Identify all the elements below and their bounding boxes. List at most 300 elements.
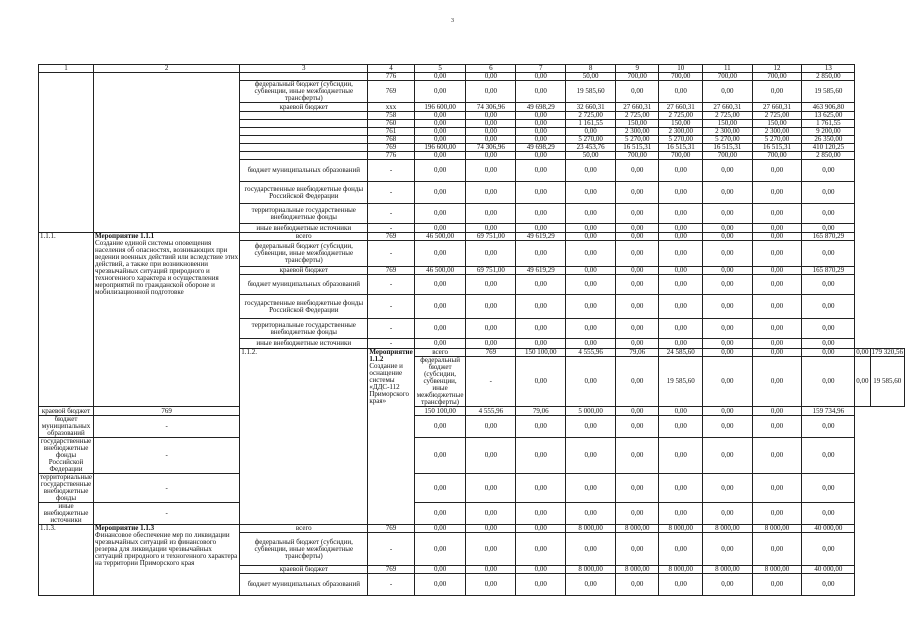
value-cell: 0,00 [752,574,802,596]
value-cell: 0,00 [414,204,466,224]
activity-title: Мероприятие 1.1.2 [369,348,413,363]
value-cell: 0,00 [659,533,702,566]
source-cell: территориальные государственные внебюджетные фонды [40,473,93,502]
value-cell: 0,00 [566,275,616,295]
value-cell: 0,00 [802,241,855,267]
value-cell: 0,00 [516,574,566,596]
value-cell: 16 515,31 [659,144,702,152]
value-cell: 5 270,00 [566,136,616,144]
code-cell: - [466,357,516,407]
value-cell: 196 600,00 [414,144,466,152]
value-cell: 2 725,00 [615,112,658,120]
value-cell: 8 000,00 [566,525,616,533]
source-cell: краевой бюджет [240,267,368,275]
code-cell: 769 [368,525,414,533]
value-cell: 0,00 [566,160,616,182]
source-cell: государственные внебюджетные фонды Российской Федерации [240,182,368,204]
value-cell: 49 619,29 [516,233,566,241]
value-cell: 0,00 [659,267,702,275]
value-cell: 0,00 [566,357,616,407]
value-cell: 150 100,00 [516,349,566,357]
value-cell: 19 585,60 [802,81,855,103]
value-cell: 0,00 [516,224,566,233]
value-cell: 179 320,56 [871,348,903,356]
source-cell: территориальные государственные внебюджетные фонды [240,204,368,224]
value-cell: 0,00 [752,503,802,525]
value-cell: 0,00 [702,339,752,349]
value-cell: 0,00 [659,416,702,438]
value-cell: 0,00 [615,407,658,416]
name-cell [94,73,240,233]
value-cell: 13 625,00 [802,112,855,120]
value-cell: 0,00 [702,407,752,416]
value-cell: 0,00 [702,474,752,503]
value-cell: 50,00 [566,152,616,160]
value-cell: 150,00 [659,120,702,128]
value-cell: 150,00 [702,120,752,128]
number-cell [39,73,94,233]
value-cell: 0,00 [802,438,855,474]
value-cell: 0,00 [516,525,566,533]
value-cell: 0,00 [659,204,702,224]
value-cell: 0,00 [702,416,752,438]
code-cell: xxx [368,103,414,112]
value-cell: 0,00 [702,349,752,357]
code-cell: 769 [94,407,240,416]
value-cell: 0,00 [659,160,702,182]
value-cell: 0,00 [615,241,658,267]
value-cell: 27 660,31 [659,103,702,112]
code-cell: - [368,160,414,182]
value-cell: 0,00 [802,533,855,566]
source-cell: бюджет муниципальных образований [39,416,94,438]
code-cell: - [368,295,414,319]
value-cell: 2 725,00 [659,112,702,120]
value-cell: 0,00 [414,182,466,204]
value-cell: 0,00 [566,241,616,267]
value-cell: 26 350,00 [802,136,855,144]
header-cell: 7 [516,65,566,73]
value-cell: 0,00 [414,160,466,182]
source-cell [240,120,368,128]
value-cell: 0,00 [566,574,616,596]
header-cell: 6 [466,65,516,73]
value-cell: 0,00 [414,574,466,596]
value-cell: 49 698,29 [516,103,566,112]
value-cell: 0,00 [466,533,516,566]
value-cell: 0,00 [752,339,802,349]
value-cell: 0,00 [752,267,802,275]
value-cell: 46 500,00 [414,233,466,241]
value-cell: 0,00 [466,566,516,574]
value-cell: 8 000,00 [752,566,802,574]
value-cell: 0,00 [802,204,855,224]
value-cell: 0,00 [414,152,466,160]
value-cell: 0,00 [466,128,516,136]
header-row [39,65,905,73]
value-cell: 463 906,80 [802,103,855,112]
value-cell: 46 500,00 [414,267,466,275]
value-cell: 2 300,00 [615,128,658,136]
code-cell: 769 [368,233,414,241]
value-cell: 0,00 [659,438,702,474]
value-cell: 27 660,31 [752,103,802,112]
value-cell: 0,00 [466,339,516,349]
value-cell: 165 870,29 [802,233,855,241]
activity-description: Создание единой системы оповещения населения об опасностях, возникающих при ведении военных действий или вследствие этих действий, а также при возникновении чрезвычайных ситуаций природного и техногенного характера и осуществления мероприятий по гражданской обороне и мобилизационной подготовке [95,239,239,296]
header-cell: 11 [702,65,752,73]
source-cell: федеральный бюджет (субсидии, субвенции, иные межбюджетные трансферты) [240,533,368,566]
value-cell: 2 300,00 [752,128,802,136]
code-cell: 776 [368,152,414,160]
value-cell: 700,00 [659,73,702,81]
value-cell: 50,00 [566,73,616,81]
source-cell: краевой бюджет [240,566,368,574]
value-cell: 0,00 [659,295,702,319]
value-cell: 0,00 [702,241,752,267]
value-cell: 0,00 [516,295,566,319]
value-cell: 0,00 [615,81,658,103]
value-cell: 700,00 [752,73,802,81]
value-cell: 0,00 [659,224,702,233]
value-cell: 0,00 [466,224,516,233]
value-cell: 69 751,00 [466,233,516,241]
value-cell: 8 000,00 [615,525,658,533]
value-cell: 159 734,96 [802,407,855,416]
table-row [39,407,905,416]
table-row [39,525,905,533]
value-cell: 165 870,29 [802,267,855,275]
value-cell: 0,00 [615,233,658,241]
header-cell: 5 [414,65,466,73]
value-cell: 196 600,00 [414,103,466,112]
value-cell: 0,00 [516,474,566,503]
value-cell: 0,00 [802,319,855,339]
header-cell: 8 [566,65,616,73]
header-cell: 9 [615,65,658,73]
value-cell: 0,00 [566,295,616,319]
value-cell: 0,00 [702,357,752,407]
value-cell: 0,00 [702,319,752,339]
value-cell: 0,00 [659,503,702,525]
value-cell: 0,00 [566,339,616,349]
value-cell: 0,00 [702,295,752,319]
value-cell: 0,00 [702,267,752,275]
value-cell: 79,06 [516,407,566,416]
value-cell: 0,00 [615,574,658,596]
name-cell [94,233,240,407]
value-cell: 8 000,00 [615,566,658,574]
value-cell: 700,00 [702,73,752,81]
value-cell: 0,00 [516,503,566,525]
source-cell: иные внебюджетные источники [240,339,368,349]
value-cell: 0,00 [702,160,752,182]
value-cell: 150 100,00 [414,407,466,416]
value-cell: 16 515,31 [752,144,802,152]
value-cell: 0,00 [414,525,466,533]
value-cell: 9 200,00 [802,128,855,136]
value-cell: 19 585,60 [659,357,702,407]
value-cell: 27 660,31 [702,103,752,112]
header-cell: 3 [240,65,368,73]
value-cell: 700,00 [752,152,802,160]
code-cell: - [368,339,414,349]
code-cell: 769 [368,144,414,152]
value-cell: 0,00 [466,275,516,295]
value-cell: 0,00 [466,319,516,339]
code-cell: - [94,474,240,503]
value-cell: 0,00 [615,533,658,566]
value-cell: 0,00 [702,533,752,566]
value-cell: 0,00 [516,160,566,182]
value-cell: 0,00 [414,533,466,566]
value-cell: 700,00 [702,152,752,160]
value-cell: 0,00 [414,224,466,233]
value-cell: 0,00 [516,533,566,566]
value-cell: 0,00 [752,233,802,241]
value-cell: 0,00 [615,319,658,339]
code-cell: - [368,275,414,295]
code-cell: - [368,574,414,596]
value-cell: 0,00 [466,525,516,533]
value-cell: 0,00 [516,152,566,160]
value-cell: 1 161,55 [566,120,616,128]
source-cell: краевой бюджет [240,103,368,112]
value-cell: 32 660,31 [566,103,616,112]
value-cell: 0,00 [702,81,752,103]
value-cell: 0,00 [466,474,516,503]
value-cell: 0,00 [615,182,658,204]
value-cell: 0,00 [414,339,466,349]
source-cell: государственные внебюджетные фонды Российской Федерации [240,295,368,319]
value-cell: 0,00 [414,438,466,474]
value-cell: 40 000,00 [802,566,855,574]
value-cell: 0,00 [516,357,566,407]
table-row [39,503,905,525]
value-cell: 0,00 [802,160,855,182]
value-cell: 0,00 [659,241,702,267]
code-cell: 769 [368,566,414,574]
value-cell: 0,00 [752,438,802,474]
source-cell: бюджет муниципальных образований [240,275,368,295]
value-cell: 150,00 [752,120,802,128]
value-cell: 8 000,00 [659,525,702,533]
value-cell: 49 619,29 [516,267,566,275]
source-cell [240,112,368,120]
source-cell: федеральный бюджет (субсидии, субвенции, иные межбюджетные трансферты) [240,241,368,267]
page-number: 3 [451,18,454,24]
value-cell: 0,00 [752,416,802,438]
value-cell: 0,00 [615,160,658,182]
value-cell: 0,00 [516,112,566,120]
name-cell [94,525,240,596]
value-cell: 0,00 [414,81,466,103]
budget-table [38,64,905,596]
source-cell: иные внебюджетные источники [240,224,368,233]
value-cell: 0,00 [615,267,658,275]
table-row [39,416,905,438]
value-cell: 69 751,00 [466,267,516,275]
value-cell: 5 270,00 [702,136,752,144]
value-cell: 0,00 [414,319,466,339]
value-cell: 0,00 [702,233,752,241]
table-row [39,73,905,81]
value-cell: 700,00 [615,73,658,81]
source-cell: краевой бюджет [39,407,94,416]
code-cell: - [94,416,240,438]
value-cell: 0,00 [516,438,566,474]
source-cell [240,136,368,144]
activity-title: Мероприятие 1.1.1 [95,232,155,240]
source-cell: федеральный бюджет (субсидии, субвенции, иные межбюджетные трансферты) [414,357,466,407]
value-cell: 0,00 [752,241,802,267]
value-cell: 0,00 [702,438,752,474]
value-cell: 2 725,00 [566,112,616,120]
value-cell: 0,00 [615,204,658,224]
code-cell: 776 [368,73,414,81]
source-cell: бюджет муниципальных образований [240,160,368,182]
value-cell: 0,00 [752,295,802,319]
value-cell: 0,00 [516,275,566,295]
table-row [39,233,905,241]
value-cell: 0,00 [566,319,616,339]
value-cell: 0,00 [615,357,658,407]
value-cell: 0,00 [752,224,802,233]
header-cell: 1 [39,65,94,73]
value-cell: 0,00 [702,503,752,525]
value-cell: 0,00 [856,348,869,356]
value-cell: 0,00 [414,416,466,438]
value-cell: 40 000,00 [802,525,855,533]
value-cell: 0,00 [615,438,658,474]
value-cell: 0,00 [566,204,616,224]
value-cell: 0,00 [516,73,566,81]
value-cell: 0,00 [752,160,802,182]
header-cell: 13 [802,65,855,73]
value-cell: 0,00 [802,357,855,407]
value-cell: 0,00 [615,224,658,233]
value-cell: 16 515,31 [702,144,752,152]
value-cell: 8 000,00 [702,525,752,533]
code-cell: - [368,241,414,267]
value-cell: 0,00 [566,128,616,136]
value-cell: 0,00 [615,295,658,319]
value-cell: 0,00 [566,267,616,275]
value-cell: 0,00 [659,275,702,295]
value-cell: 5 270,00 [752,136,802,144]
value-cell: 0,00 [516,339,566,349]
header-cell: 10 [659,65,702,73]
value-cell: 700,00 [615,152,658,160]
table-row [39,474,905,503]
source-cell: государственные внебюджетные фонды Российской Федерации [39,438,94,474]
source-cell [240,128,368,136]
value-cell: 0,00 [802,574,855,596]
value-cell: 0,00 [659,339,702,349]
header-cell: 2 [94,65,240,73]
value-cell: 0,00 [466,438,516,474]
value-cell: 2 850,00 [802,73,855,81]
value-cell: 0,00 [702,275,752,295]
value-cell: 0,00 [659,182,702,204]
header-cell: 12 [752,65,802,73]
value-cell: 0,00 [466,204,516,224]
value-cell: 0,00 [752,533,802,566]
value-cell: 410 120,25 [802,144,855,152]
value-cell: 0,00 [466,73,516,81]
value-cell: 2 850,00 [802,152,855,160]
value-cell: 0,00 [752,474,802,503]
value-cell: 0,00 [466,112,516,120]
value-cell: 2 300,00 [702,128,752,136]
value-cell: 2 300,00 [659,128,702,136]
source-cell [240,144,368,152]
value-cell: 0,00 [802,339,855,349]
source-cell: территориальные государственные внебюджетные фонды [240,319,368,339]
code-cell: - [94,438,240,474]
value-cell: 2 725,00 [752,112,802,120]
value-cell: 24 585,60 [659,349,702,357]
value-cell: 0,00 [414,566,466,574]
value-cell: 5 270,00 [659,136,702,144]
source-cell: федеральный бюджет (субсидии, субвенции, иные межбюджетные трансферты) [240,81,368,103]
value-cell: 0,00 [414,73,466,81]
name-cell [368,349,414,525]
number-cell: 1.1.1. [39,233,94,407]
value-cell: 0,00 [702,224,752,233]
activity-description: Создание и оснащение системы «ДДС-112 Приморского края» [369,362,409,405]
code-cell: 769 [368,267,414,275]
value-cell: 8 000,00 [566,566,616,574]
value-cell: 0,00 [855,357,870,407]
value-cell: 0,00 [802,295,855,319]
value-cell: 19 585,60 [870,357,905,407]
value-cell: 74 306,96 [466,103,516,112]
code-cell: 769 [368,81,414,103]
value-cell: 0,00 [466,120,516,128]
code-cell: - [368,319,414,339]
value-cell: 0,00 [414,474,466,503]
activity-title: Мероприятие 1.1.3 [95,524,155,532]
source-cell: всего [240,525,368,533]
source-cell: всего [414,349,466,357]
code-cell: - [94,503,240,525]
value-cell: 0,00 [802,275,855,295]
value-cell: 0,00 [466,241,516,267]
value-cell: 0,00 [802,182,855,204]
value-cell: 0,00 [516,241,566,267]
value-cell: 0,00 [802,349,855,357]
value-cell: 700,00 [659,152,702,160]
value-cell: 19 585,60 [566,81,616,103]
value-cell: 0,00 [566,224,616,233]
value-cell: 0,00 [466,81,516,103]
value-cell: 0,00 [659,319,702,339]
value-cell: 8 000,00 [752,525,802,533]
number-cell: 1.1.2. [240,349,368,525]
number-cell: 1.1.3. [39,525,94,596]
value-cell: 0,00 [516,120,566,128]
value-cell: 0,00 [414,241,466,267]
value-cell: 0,00 [615,275,658,295]
value-cell: 0,00 [516,416,566,438]
value-cell: 0,00 [659,407,702,416]
value-cell: 0,00 [414,120,466,128]
table-row [39,438,905,474]
value-cell: 0,00 [566,182,616,204]
value-cell: 0,00 [566,438,616,474]
value-cell: 0,00 [752,81,802,103]
